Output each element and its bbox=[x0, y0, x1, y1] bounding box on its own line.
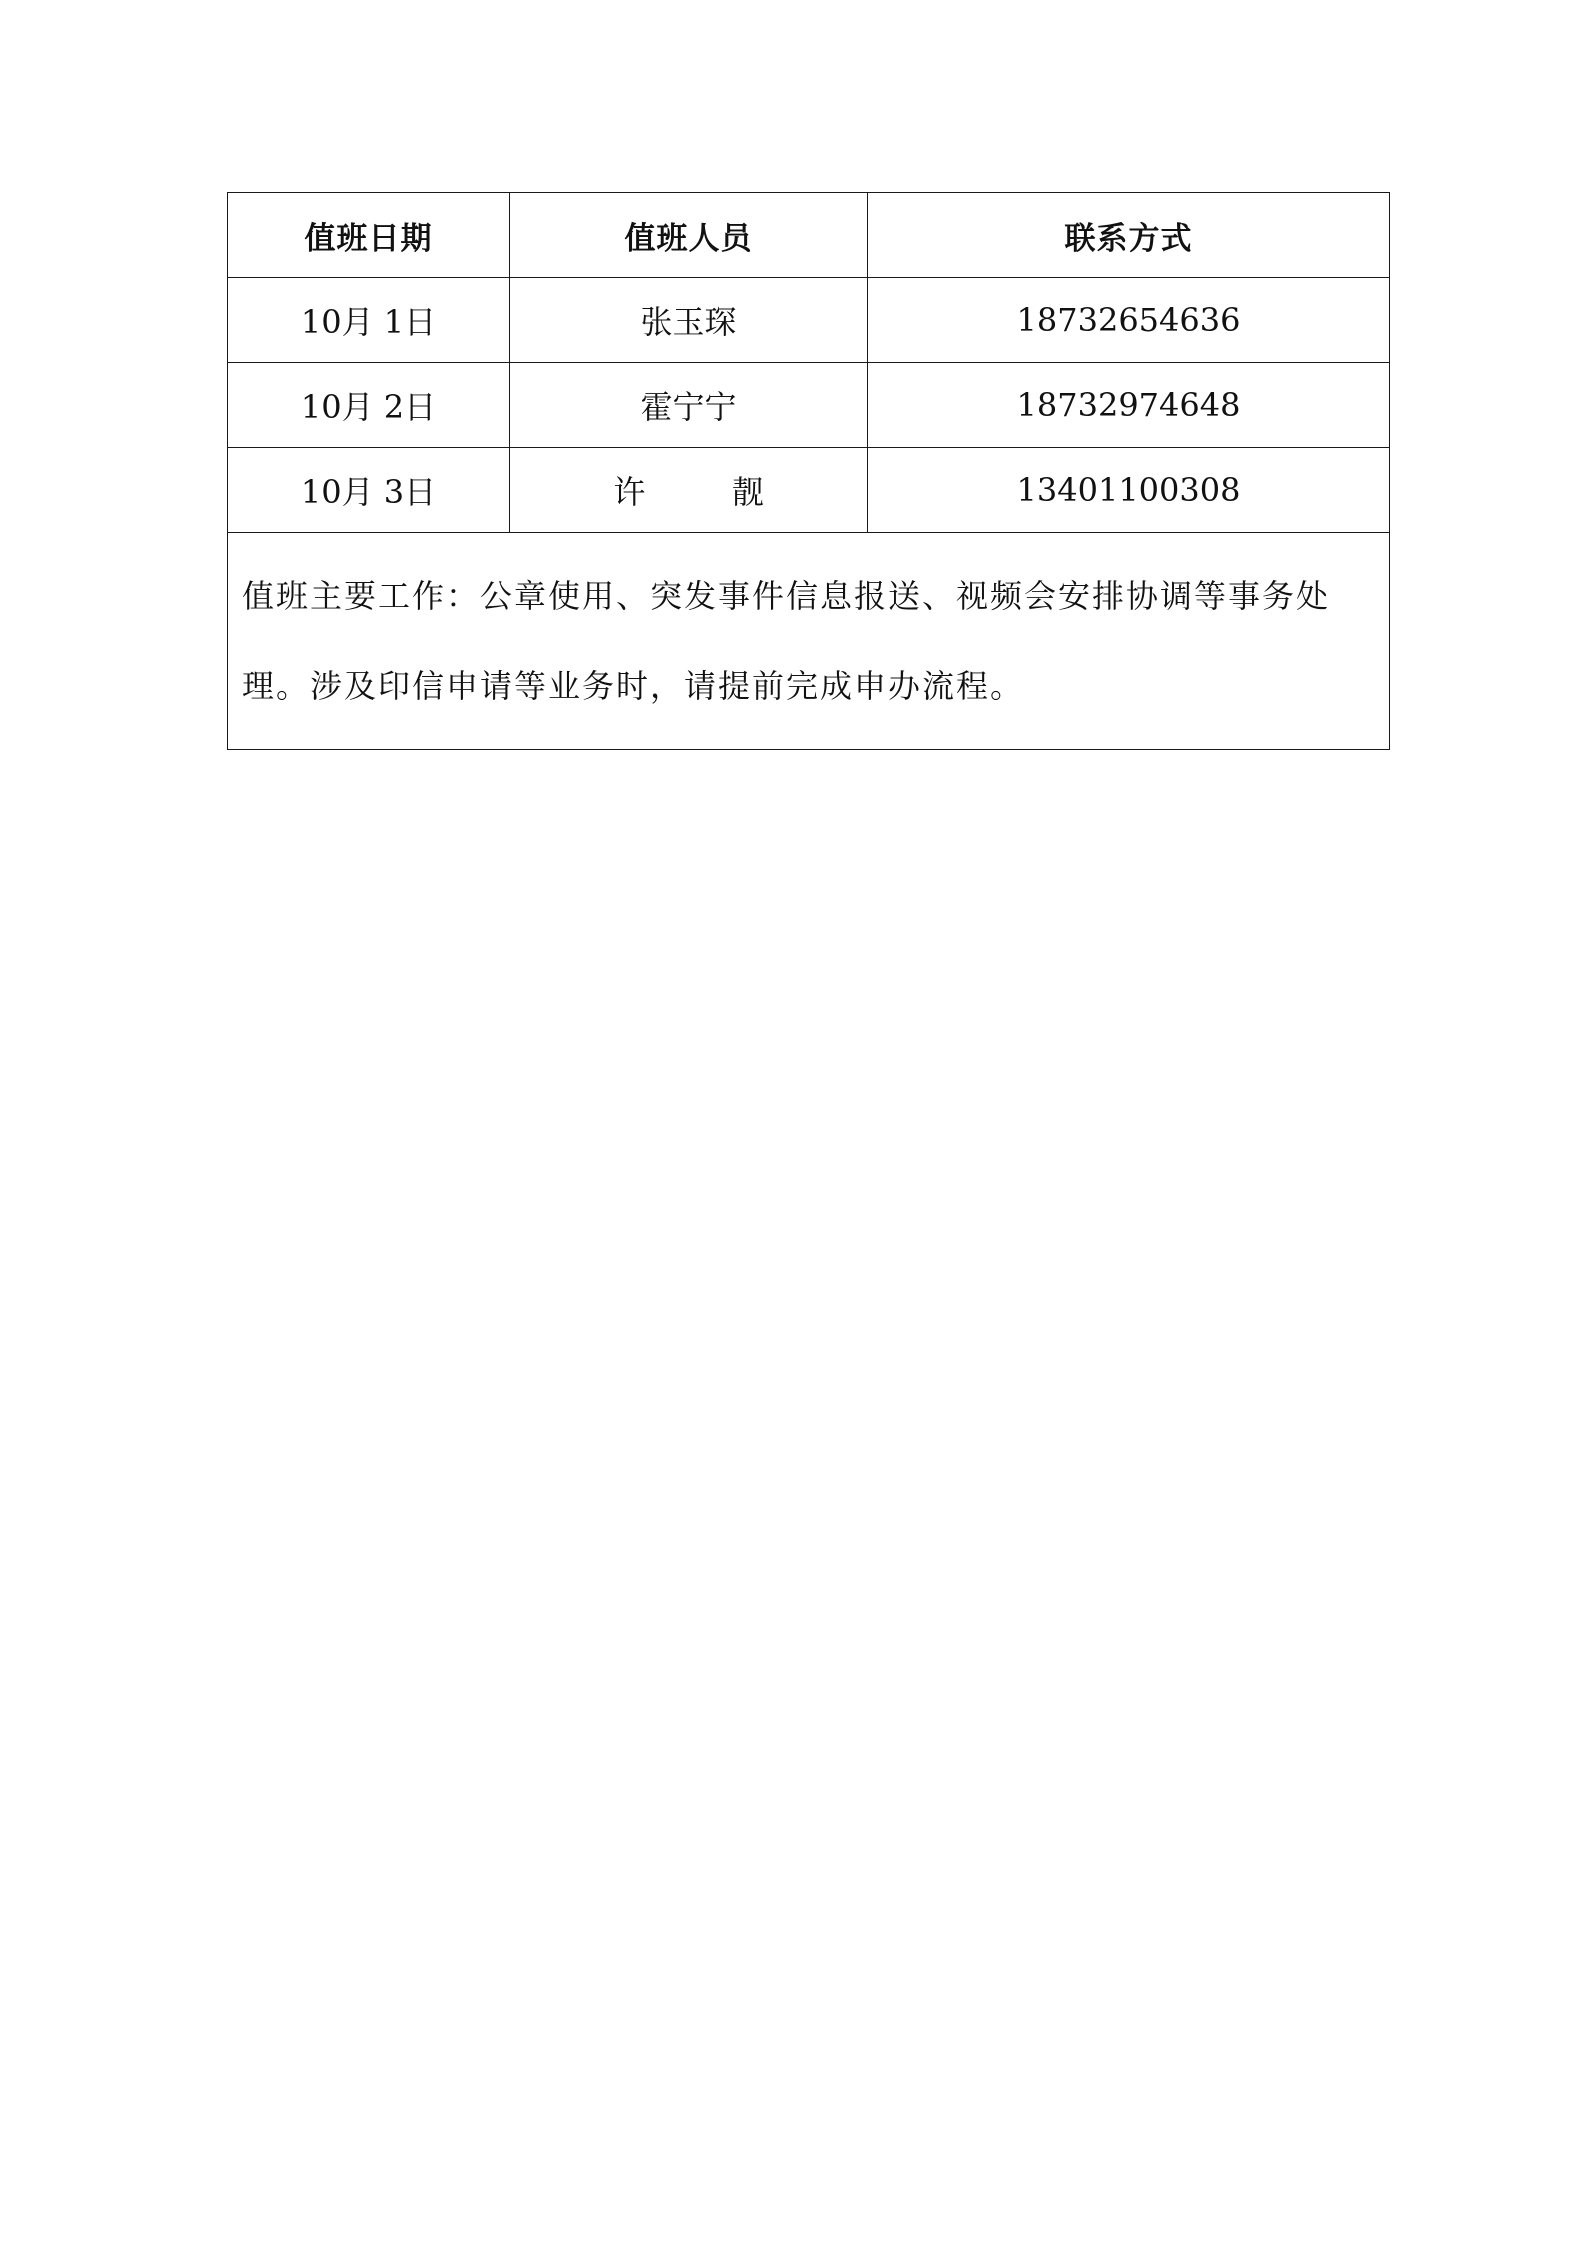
duty-phone: 18732974648 bbox=[868, 363, 1390, 448]
table-row bbox=[228, 363, 1390, 448]
table-header-row bbox=[228, 193, 1390, 278]
duty-date: 10月 1日 bbox=[228, 278, 510, 363]
duty-roster-table bbox=[227, 192, 1390, 750]
header-date: 值班日期 bbox=[228, 193, 510, 278]
duty-phone: 18732654636 bbox=[868, 278, 1390, 363]
duty-person-name: 许 靓 bbox=[613, 473, 802, 511]
duty-person: 张玉琛 bbox=[510, 278, 868, 363]
duty-date: 10月 3日 bbox=[228, 448, 510, 533]
header-person: 值班人员 bbox=[510, 193, 868, 278]
note-row bbox=[228, 533, 1390, 750]
duty-notes: 值班主要工作：公章使用、突发事件信息报送、视频会安排协调等事务处理。涉及印信申请等业务时，请提前完成申办流程。 bbox=[228, 533, 1390, 750]
duty-date: 10月 2日 bbox=[228, 363, 510, 448]
table-row bbox=[228, 278, 1390, 363]
duty-person: 霍宁宁 bbox=[510, 363, 868, 448]
duty-person bbox=[510, 448, 868, 533]
duty-phone: 13401100308 bbox=[868, 448, 1390, 533]
header-contact: 联系方式 bbox=[868, 193, 1390, 278]
table-row bbox=[228, 448, 1390, 533]
